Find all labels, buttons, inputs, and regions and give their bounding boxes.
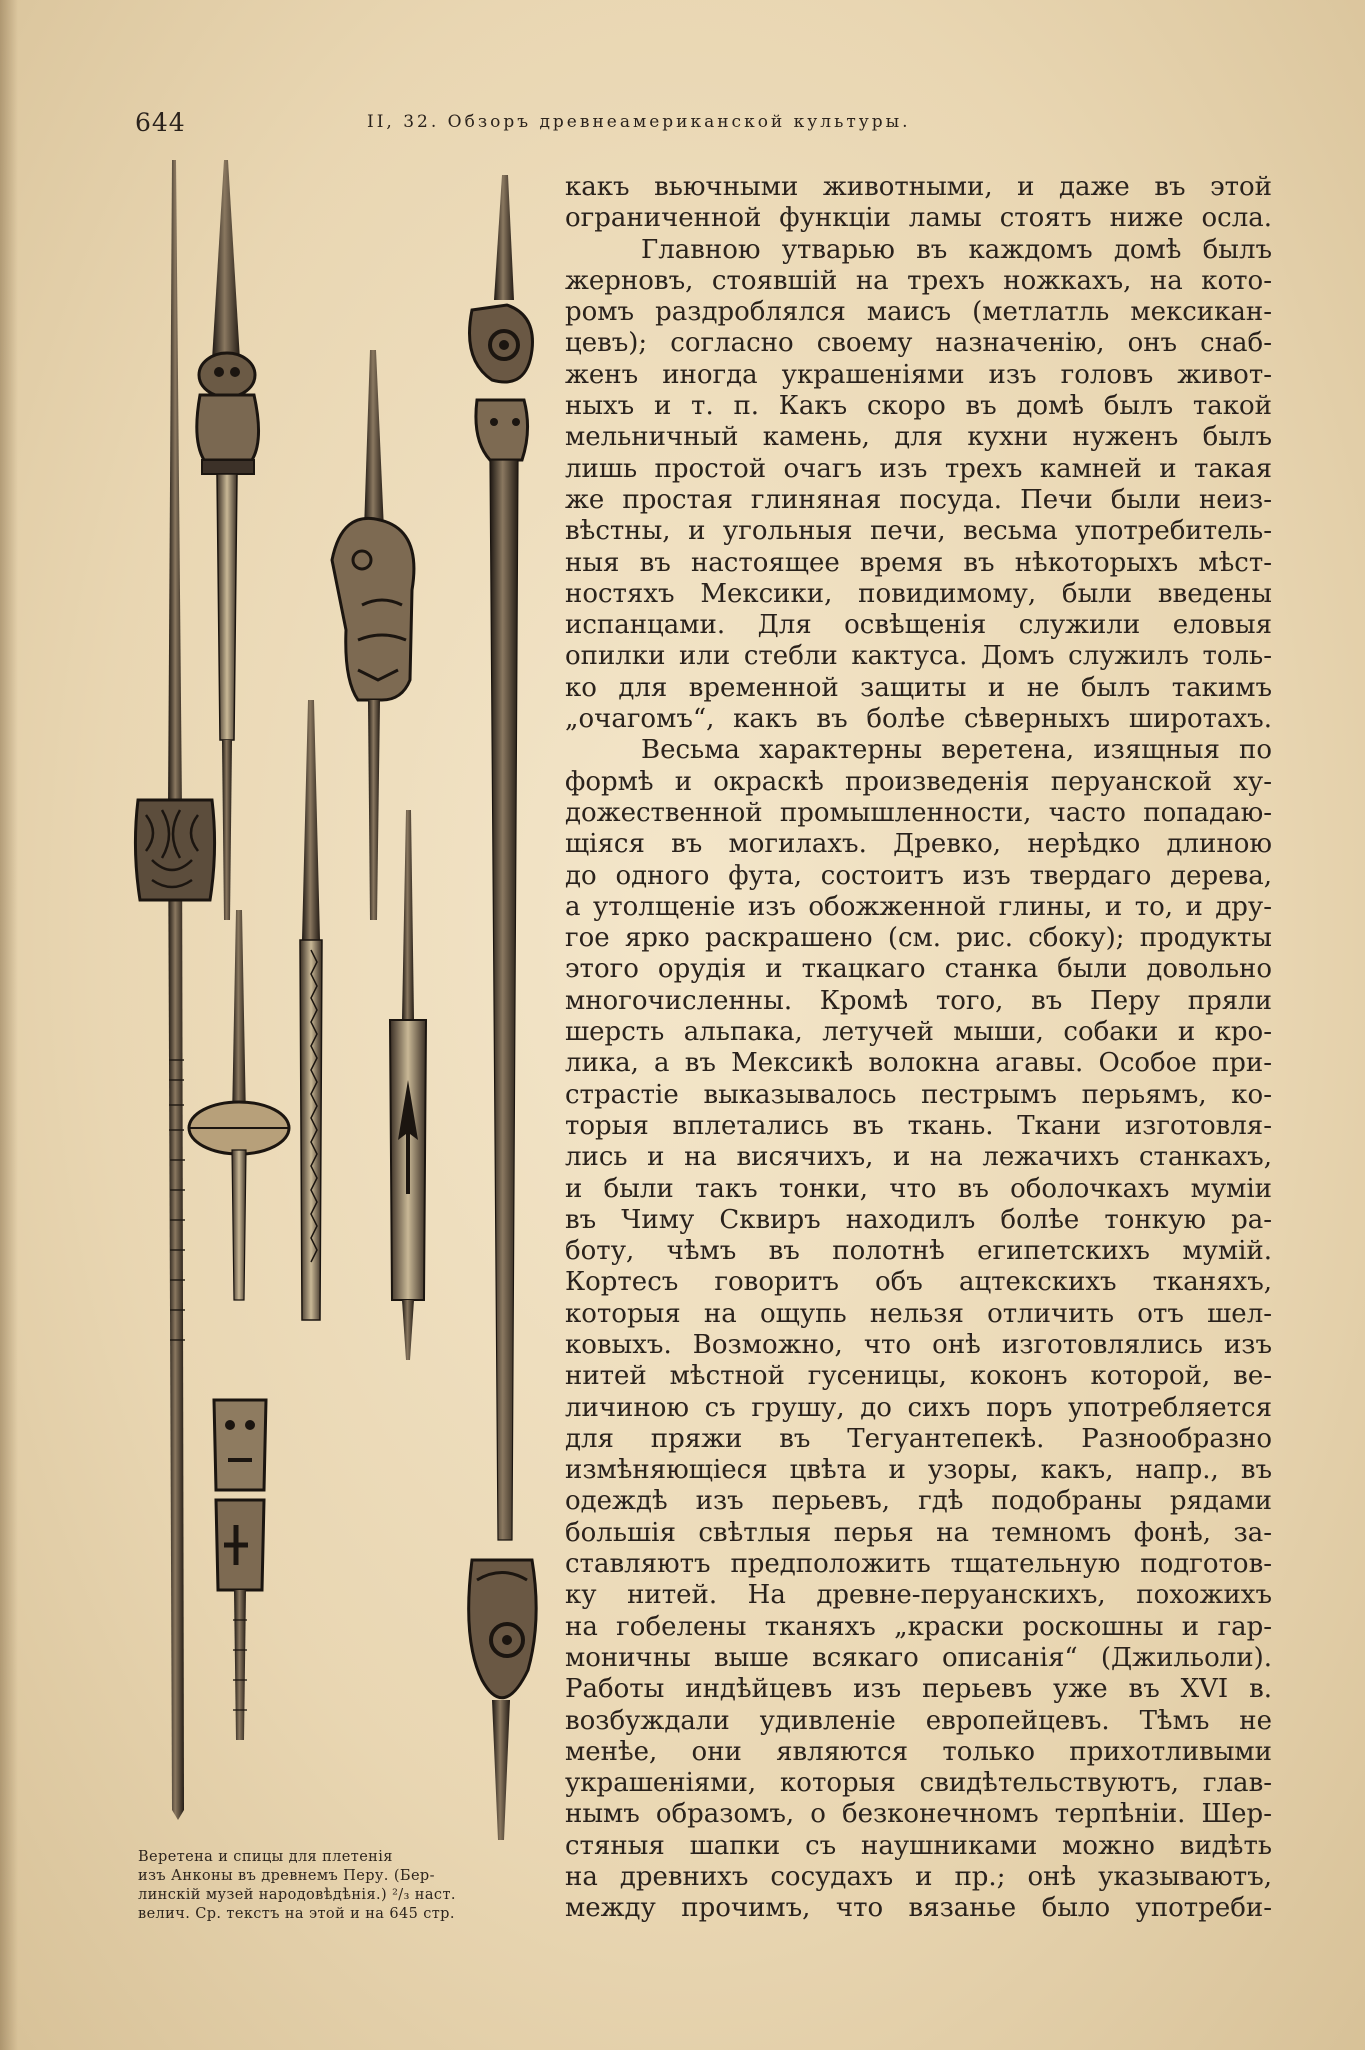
text-line: ностяхъ Мексики, повидимому, были введены xyxy=(565,578,1272,609)
text-line: ромъ раздроблялся маисъ (метлатль мексикан- xyxy=(565,297,1272,328)
text-line: щіяся въ могилахъ. Древко, нерѣдко длиною xyxy=(565,829,1272,860)
text-line: которыя на ощупь нельзя отличить отъ шел- xyxy=(565,1298,1272,1329)
spindle-carved-right xyxy=(469,175,536,1840)
text-line: личиною съ грушу, до сихъ поръ употребляется xyxy=(565,1392,1272,1423)
text-line: стяныя шапки съ наушниками можно видѣть xyxy=(565,1830,1272,1861)
text-line: нитей мѣстной гусеницы, коконъ которой, ве- xyxy=(565,1361,1272,1392)
text-line: опилки или стебли кактуса. Домъ служилъ толь- xyxy=(565,641,1272,672)
text-line: а утолщеніе изъ обожженной глины, и то, и дру- xyxy=(565,891,1272,922)
text-line: Главною утварью въ каждомъ домѣ былъ xyxy=(641,234,1272,265)
text-line: мельничный камень, для кухни нуженъ былъ xyxy=(565,422,1272,453)
text-line: женъ иногда украшеніями изъ головъ живот- xyxy=(565,359,1272,390)
text-line: между прочимъ, что вязанье было употреби- xyxy=(565,1893,1272,1924)
text-line: лика, а въ Мексикѣ волокна агавы. Особое при- xyxy=(565,1048,1272,1079)
text-line: вѣстны, и угольныя печи, весьма употребитель- xyxy=(565,516,1272,547)
text-line: ныхъ и т. п. Какъ скоро въ домѣ былъ такой xyxy=(565,391,1272,422)
text-line: менѣе, они являются только прихотливыми xyxy=(565,1736,1272,1767)
text-line: для пряжи въ Тегуантепекѣ. Разнообразно xyxy=(565,1423,1272,1454)
text-line: лишь простой очагъ изъ трехъ камней и такая xyxy=(565,453,1272,484)
text-line: до одного фута, состоитъ изъ твердаго дерева, xyxy=(565,860,1272,891)
caption-line: Веретена и спицы для плетенія xyxy=(138,1849,393,1865)
caption-line: изъ Анконы въ древнемъ Перу. (Бер- xyxy=(138,1868,435,1884)
text-line: испанцами. Для освѣщенія служили еловыя xyxy=(565,610,1272,641)
text-line: Работы индѣйцевъ изъ перьевъ уже въ XVI в. xyxy=(565,1674,1272,1705)
text-line: же простая глиняная посуда. Печи были неиз- xyxy=(565,484,1272,515)
text-line: Весьма характерны веретена, изящныя по xyxy=(641,735,1272,766)
body-text-column xyxy=(565,172,1272,1925)
figure-caption xyxy=(138,1848,540,1924)
text-line: ставляютъ предположить тщательную подготов- xyxy=(565,1549,1272,1580)
text-line: ковыхъ. Возможно, что онѣ изготовлялись изъ xyxy=(565,1329,1272,1360)
text-line: моничны выше всякаго описанія“ (Джильоли). xyxy=(565,1642,1272,1673)
text-line: боту, чѣмъ въ полотнѣ египетскихъ мумій. xyxy=(565,1236,1272,1267)
text-line: лись и на висячихъ, и на лежачихъ станкахъ, xyxy=(565,1142,1272,1173)
spindle-bird xyxy=(332,350,414,920)
text-line: одеждѣ изъ перьевъ, гдѣ подобраны рядами xyxy=(565,1486,1272,1517)
running-head: II, 32. Обзоръ древнеамериканской культуры. xyxy=(367,112,911,132)
text-line: гое ярко раскрашено (см. рис. сбоку); продукты xyxy=(565,923,1272,954)
text-line: ограниченной функціи ламы стоятъ ниже осла. xyxy=(565,203,1272,234)
text-line: какъ вьючными животными, и даже въ этой xyxy=(565,172,1272,202)
text-line: этого орудія и ткацкаго станка были довольно xyxy=(565,954,1272,985)
text-line: „очагомъ“, какъ въ болѣе сѣверныхъ широтахъ. xyxy=(565,704,1272,735)
text-line: Кортесъ говоритъ объ ацтекскихъ тканяхъ, xyxy=(565,1267,1272,1298)
text-line: въ Чиму Сквиръ находилъ болѣе тонкую ра- xyxy=(565,1204,1272,1235)
spindle-arrow-band xyxy=(390,810,426,1360)
spindle-face-whorls xyxy=(214,1400,266,1740)
text-line: торыя вплетались въ ткань. Ткани изготовля- xyxy=(565,1110,1272,1141)
caption-line: линскій музей народовѣдѣнія.) ²/₃ наст. xyxy=(138,1887,456,1903)
text-line: ныя въ настоящее время въ нѣкоторыхъ мѣст- xyxy=(565,547,1272,578)
page-number: 644 xyxy=(135,108,186,137)
text-line: ко для временной защиты и не былъ такимъ xyxy=(565,672,1272,703)
caption-line: велич. Ср. текстъ на этой и на 645 стр. xyxy=(138,1906,455,1922)
text-line: ку нитей. На древне-перуанскихъ, похожихъ xyxy=(565,1580,1272,1611)
text-line: украшеніями, которыя свидѣтельствуютъ, глав- xyxy=(565,1768,1272,1799)
spindles-illustration xyxy=(132,160,542,1860)
text-line: формѣ и окраскѣ произведенія перуанской ху- xyxy=(565,766,1272,797)
knitting-needle-zigzag xyxy=(300,700,322,1320)
text-line: многочисленны. Кромѣ того, въ Перу пряли xyxy=(565,985,1272,1016)
text-line: измѣняющіеся цвѣта и узоры, какъ, напр., въ xyxy=(565,1455,1272,1486)
text-line: цевъ); согласно своему назначенію, онъ снаб- xyxy=(565,328,1272,359)
text-line: шерсть альпака, летучей мыши, собаки и кро- xyxy=(565,1017,1272,1048)
spindle-whorl xyxy=(189,910,289,1300)
text-line: большія свѣтлыя перья на темномъ фонѣ, за- xyxy=(565,1517,1272,1548)
text-line: страстіе выказывалось пестрымъ перьямъ, ко- xyxy=(565,1079,1272,1110)
text-line: жерновъ, стоявшій на трехъ ножкахъ, на кото- xyxy=(565,265,1272,296)
text-line: на гобелены тканяхъ „краски роскошны и гар- xyxy=(565,1611,1272,1642)
text-line: и были такъ тонки, что въ оболочкахъ муміи xyxy=(565,1173,1272,1204)
text-line: на древнихъ сосудахъ и пр.; онѣ указываютъ, xyxy=(565,1862,1272,1893)
text-line: нымъ образомъ, о безконечномъ терпѣніи. Шер- xyxy=(565,1799,1272,1830)
text-line: возбуждали удивленіе европейцевъ. Тѣмъ не xyxy=(565,1705,1272,1736)
gutter-shadow xyxy=(0,0,18,2050)
page-header xyxy=(135,108,1265,142)
text-line: дожественной промышленности, часто попадаю- xyxy=(565,797,1272,828)
